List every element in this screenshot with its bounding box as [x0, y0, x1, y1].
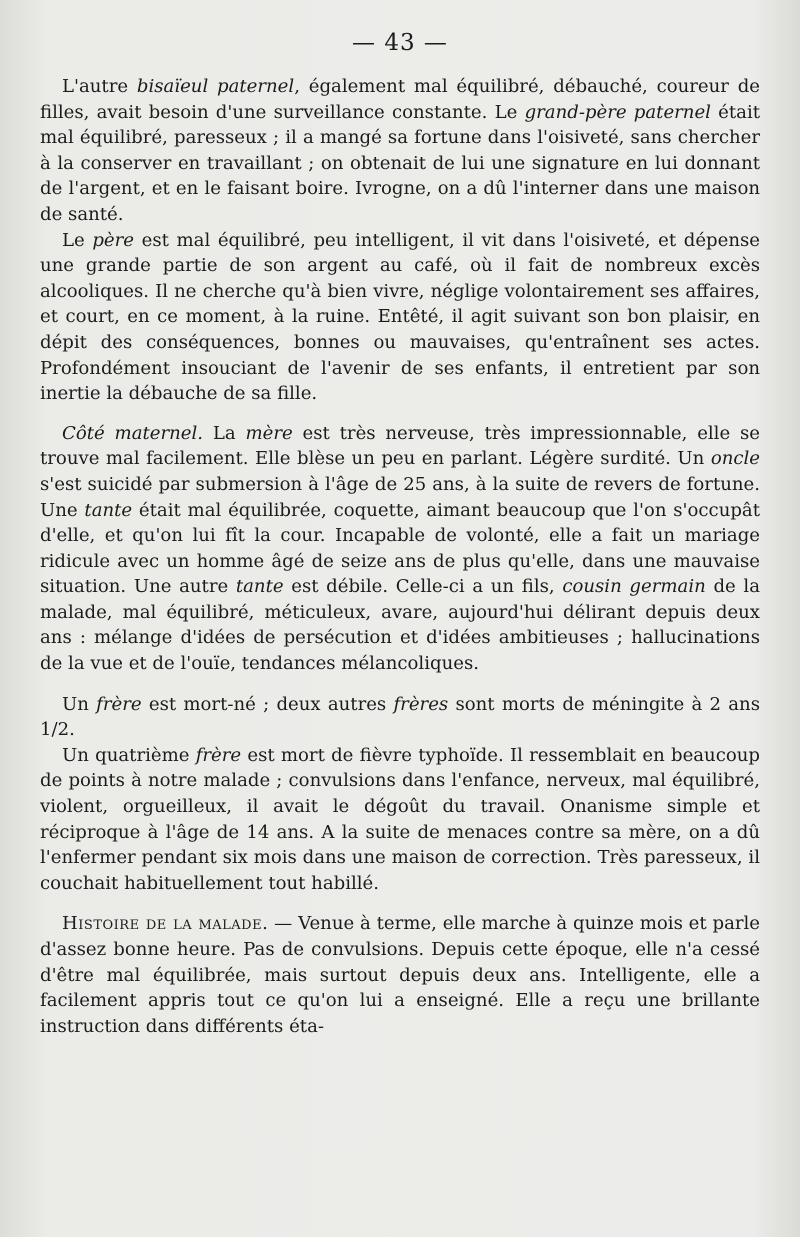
- text-segment: est mort-né ; deux autres: [141, 693, 394, 715]
- paragraph-paternal-ancestors: [40, 74, 760, 228]
- paragraph-siblings: [40, 692, 760, 743]
- text-segment: est débile. Celle-ci a un fils,: [283, 576, 563, 598]
- text-segment: est mal équilibré, peu intelligent, il vit dans l'oisiveté, et dépense une grande partie de son argent au café, où il fait de nombreux excès alcooliques. Il ne cherche qu'à bien vivre, néglige volontairement ses affaires, et court, en ce moment, à la ruine. Entêté, il agit suivant son bon plaisir, en dépit des conséquences, bonnes ou mauvaises, qu'entraînent ses actes. Profondément insouciant de l'avenir de ses enfants, il entretient par son inertie la débauche de sa fille.: [40, 229, 760, 405]
- text-segment: est très nerveuse, très impressionnable, elle se trouve mal facilement. Elle blèse un peu en parlant. Légère surdité. Un: [40, 422, 760, 470]
- italic-term: père: [92, 229, 134, 251]
- italic-term: Côté maternel.: [62, 422, 204, 444]
- italic-term: frères: [393, 693, 449, 715]
- paragraph-fourth-brother: [40, 743, 760, 897]
- text-segment: était mal équilibrée, coquette, aimant beaucoup que l'on s'occupât d'elle, et qu'on lui fît la cour. Incapable de volonté, elle a fait un mariage ridicule avec un homme âgé de seize ans de plus qu'elle, dans une mauvaise situation. Une autre: [40, 499, 760, 598]
- page-number: — 43 —: [352, 30, 448, 56]
- italic-term: frère: [96, 693, 142, 715]
- italic-term: oncle: [710, 448, 760, 470]
- text-segment: Un quatrième: [62, 744, 196, 766]
- text-segment: s'est suicidé par submersion à l'âge de 25 ans, à la suite de revers de fortune. Une: [40, 473, 760, 521]
- italic-term: frère: [195, 744, 242, 766]
- text-segment: de la malade, mal équilibré, méticuleux, avare, aujourd'hui délirant depuis deux ans : mélange d'idées de persécution et d'idées ambitieuses ; hallucinations de la vue et de l'ouïe, tendances mélancoliques.: [40, 576, 760, 675]
- paragraph-father: [40, 228, 760, 407]
- text-segment: L'autre: [62, 76, 137, 97]
- italic-term: tante: [235, 576, 284, 598]
- text-segment: La: [203, 422, 246, 444]
- text-segment: Le: [62, 229, 93, 251]
- paragraph-maternal-side: [40, 421, 760, 677]
- text-segment: sont morts de méningite à 2 ans 1/2.: [40, 693, 760, 741]
- text-segment: est mort de fièvre typhoïde. Il ressemblait en beaucoup de points à notre malade ; convulsions dans l'enfance, nerveux, mal équilibré, violent, orgueilleux, il avait le dégoût du travail. Onanisme simple et réciproque à l'âge de 14 ans. A la suite de menaces contre sa mère, on a dû l'enfermer pendant six mois dans une maison de correction. Très paresseux, il couchait habituellement tout habillé.: [40, 744, 760, 894]
- italic-term: tante: [84, 499, 133, 521]
- text-segment: Un: [62, 693, 97, 715]
- italic-term: mère: [245, 422, 293, 444]
- italic-term: bisaïeul paternel: [136, 76, 295, 97]
- italic-term: grand-père paternel: [524, 101, 711, 123]
- text-segment: — Venue à terme, elle marche à quinze mois et parle d'assez bonne heure. Pas de convulsions. Depuis cette époque, elle n'a cessé d'être mal équilibrée, mais surtout depuis deux ans. Intelligente, elle a facilement appris tout ce qu'on lui a enseigné. Elle a reçu une brillante instruction dans différents éta-: [40, 913, 760, 1037]
- text-segment: était mal équilibré, paresseux ; il a mangé sa fortune dans l'oisiveté, sans chercher à la conserver en travaillant ; on obtenait de lui une signature en lui donnant de l'argent, et en le faisant boire. Ivrogne, on a dû l'interner dans une maison de santé.: [40, 101, 760, 225]
- text-segment: , également mal équilibré, débauché, coureur de filles, avait besoin d'une surveillance constante. Le: [40, 76, 760, 123]
- italic-term: cousin germain: [562, 576, 706, 598]
- section-heading: Histoire de la malade.: [62, 913, 269, 935]
- paragraph-patient-history: [40, 911, 760, 1039]
